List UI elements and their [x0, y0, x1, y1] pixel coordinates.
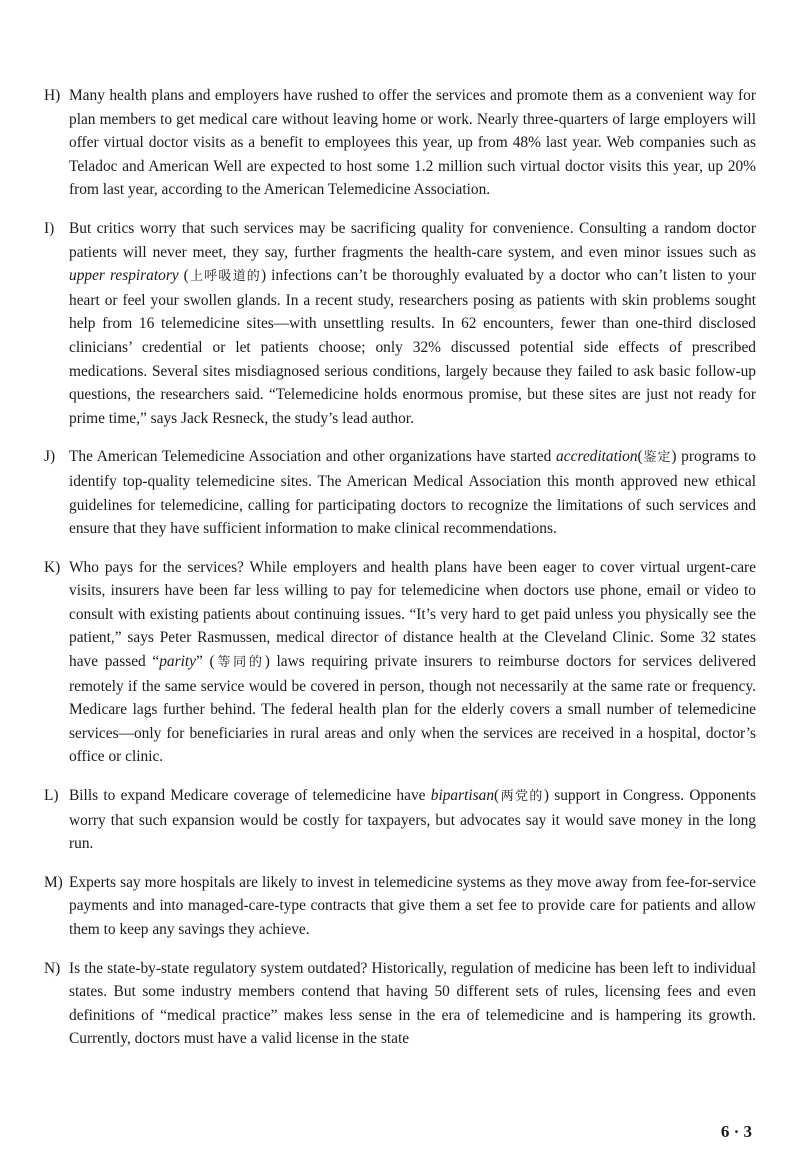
paragraph-m [44, 871, 756, 942]
paragraph-j [44, 445, 756, 540]
paragraph-text: ) programs to identify top-quality telemedicine sites. The American Medical Association this month approved new ethical guidelines for telemedicine, calling for participating doctors to recognize the limitations of such services and ensure that they have sufficient information to make clinical recommendations. [69, 448, 757, 538]
paragraph-text: ( [637, 448, 643, 466]
paragraph-label: I) [44, 219, 55, 237]
paragraph-label: L) [44, 787, 59, 805]
chinese-gloss: 等同的 [214, 655, 265, 671]
paragraph-text: Is the state-by-state regulatory system outdated? Historically, regulation of medicine has been left to individual states. But some industry members contend that having 50 different sets of rules, licensing fees and even definitions of “medical practice” makes less sense in the era of telemedicine and is hampering its growth. Currently, doctors must have a valid license in the state [69, 959, 756, 1048]
italic-term: accreditation [556, 448, 638, 466]
paragraph-h [44, 84, 756, 202]
paragraph-text: ( [494, 787, 500, 805]
paragraph-i [44, 217, 756, 430]
chinese-gloss: 鉴定 [642, 450, 672, 466]
paragraph-text: The American Telemedicine Association and other organizations have started [69, 448, 557, 466]
paragraph-text: Many health plans and employers have rushed to offer the services and promote them as a convenient way for plan members to get medical care without leaving home or work. Nearly three-quarters of large employers will offer virtual doctor visits as a benefit to employees this year, up from 48% last year. Web companies such as Teladoc and American Well are expected to host some 1.2 million such virtual doctor visits this year, up 20% from last year, according to the American Telemedicine Association. [69, 87, 756, 199]
paragraph-text: Who pays for the services? While employers and health plans have been eager to cover virtual urgent-care visits, insurers have been far less willing to pay for telemedicine when doctors use phone, email or video to consult with existing patients about continuing issues. “It’s very hard to get paid unless you physically see the patient,” says Peter Rasmussen, medical director of distance health at the Cleveland Clinic. Some 32 states have passed “ [69, 558, 756, 671]
paragraph-label: N) [44, 959, 61, 977]
chinese-gloss: 上呼吸道的 [188, 269, 261, 285]
paragraph-label: K) [44, 558, 61, 576]
paragraph-label: H) [44, 87, 61, 104]
italic-term: bipartisan [430, 787, 495, 805]
paragraph-label: M) [44, 873, 63, 891]
paragraph-k [44, 556, 756, 769]
paragraph-n [44, 957, 756, 1051]
paragraph-text: ) laws requiring private insurers to reimburse doctors for services delivered remotely if the same service would be covered in person, though not necessarily at the same rate or frequency. Medicare lags further behind. The federal health plan for the elderly covers a small number of telemedicine services—only for beneficiaries in rural areas and only when the services are received in a hospital, doctor’s office or clinic. [69, 653, 756, 766]
italic-term: upper respiratory [69, 267, 179, 285]
paragraph-text: Experts say more hospitals are likely to invest in telemedicine systems as they move away from fee-for-service payments and into managed-care-type contracts that give them a set fee to provide care for patients and allow them to keep any savings they achieve. [69, 873, 756, 938]
page-number: 6 · 3 [720, 1122, 752, 1141]
paragraph-text: ) infections can’t be thoroughly evaluated by a doctor who can’t listen to your heart or feel your swollen glands. In a recent study, researchers posing as patients with skin problems sought help from 16 telemedicine sites—with unsettling results. In 62 encounters, fewer than one-third disclosed clinicians’ credential or let patients choose; only 32% discussed potential side effects of prescribed medications. Several sites misdiagnosed serious conditions, largely because they failed to ask basic follow-up questions, the researchers said. “Telemedicine holds enormous promise, but these sites are just not ready for prime time,” says Jack Resneck, the study’s lead author. [69, 267, 756, 427]
chinese-gloss: 两党的 [499, 789, 544, 805]
paragraph-text: Bills to expand Medicare coverage of telemedicine have [69, 787, 431, 805]
document-body [44, 84, 756, 1066]
paragraph-l [44, 784, 756, 856]
paragraph-text: ( [178, 267, 189, 285]
paragraph-text: ) support in Congress. Opponents worry that such expansion would be costly for taxpayers, but advocates say it would save money in the long run. [69, 787, 757, 853]
paragraph-text: ” ( [195, 653, 215, 671]
italic-term: parity [159, 653, 196, 671]
paragraph-text: But critics worry that such services may be sacrificing quality for convenience. Consulting a random doctor patients will never meet, they say, further fragments the health-care system, and even minor issues such as [69, 219, 756, 261]
paragraph-label: J) [44, 448, 56, 466]
